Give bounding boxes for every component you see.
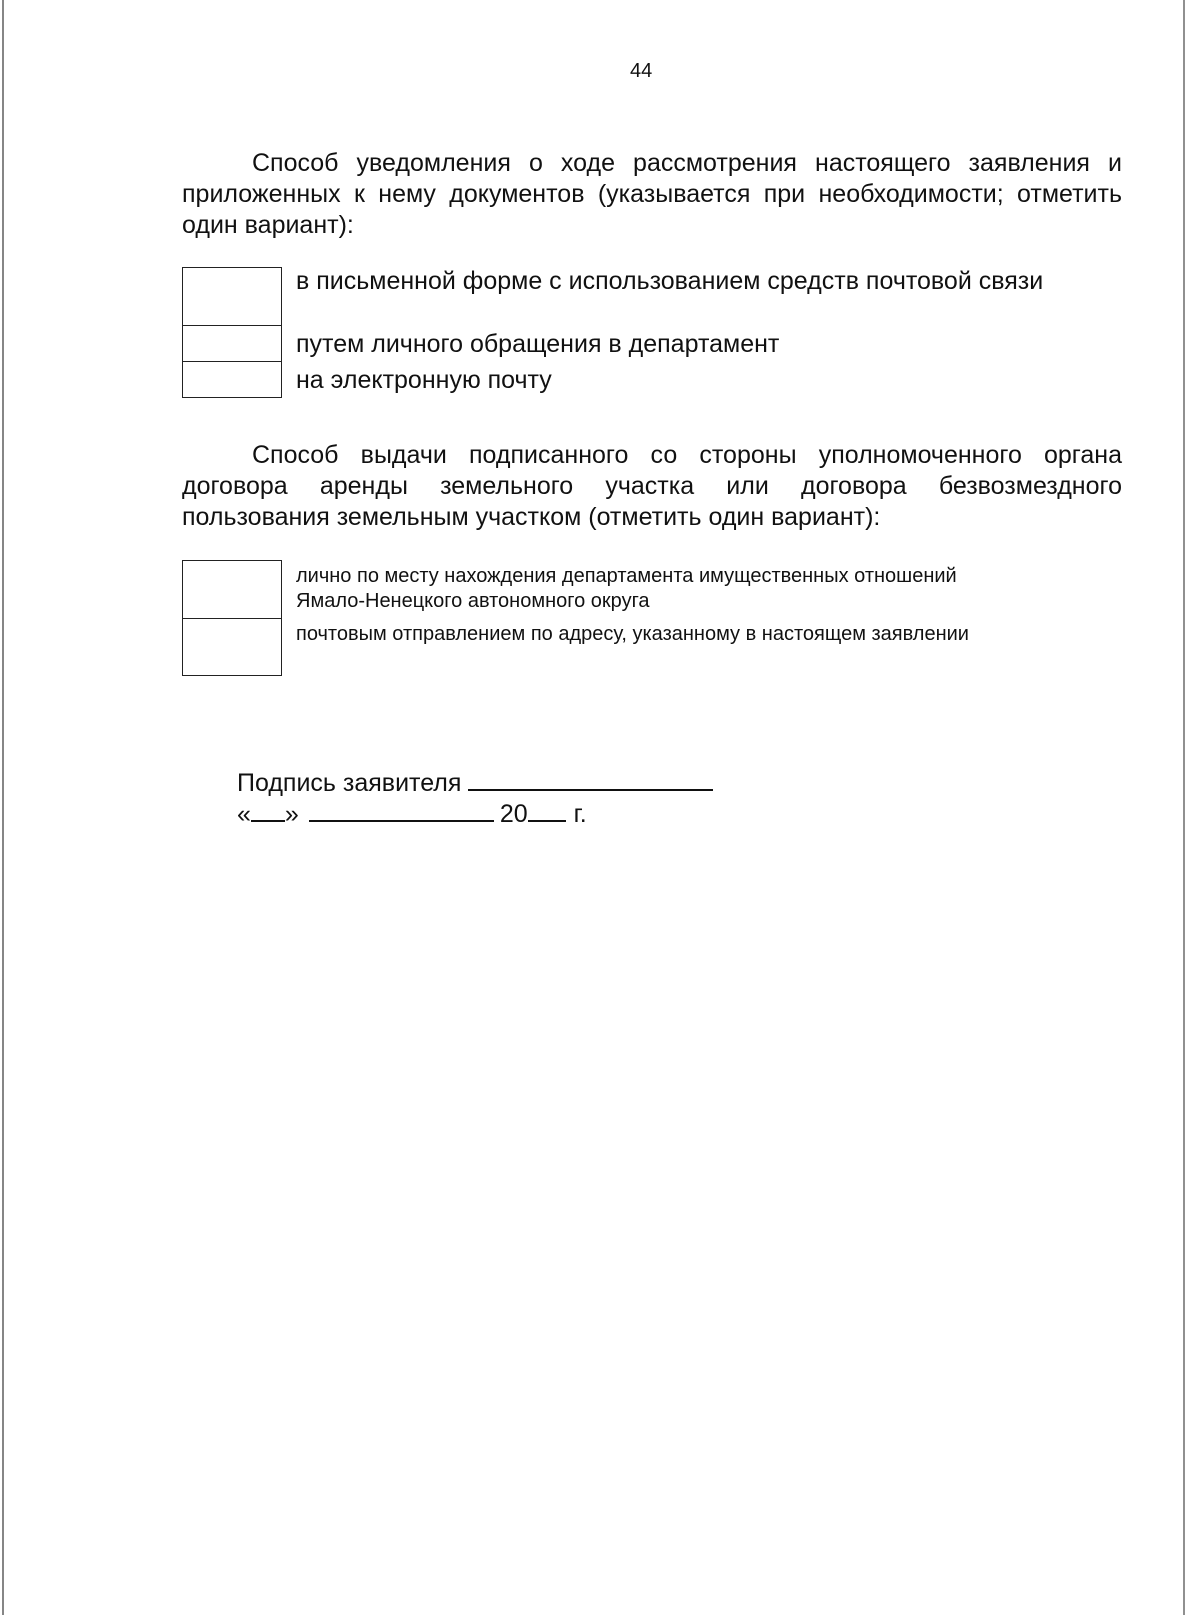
signature-field[interactable] <box>468 767 713 791</box>
checkbox-email[interactable] <box>182 361 282 398</box>
checkbox-postal-delivery[interactable] <box>182 618 282 676</box>
signature-label: Подпись заявителя <box>237 769 462 797</box>
year-prefix: 20 <box>499 800 528 828</box>
checkbox-postal[interactable] <box>182 267 282 326</box>
notification-method-paragraph: Способ уведомления о ходе рассмотрения настоящего заявления и приложенных к нему документов (указывается при необходимости; отметить один вариант): <box>182 149 1122 239</box>
date-line <box>237 798 587 830</box>
option-label-email: на электронную почту <box>296 366 552 394</box>
month-field[interactable] <box>309 798 494 822</box>
option-label-postal-delivery: почтовым отправлением по адресу, указанному в настоящем заявлении <box>296 623 969 645</box>
issuance-method-paragraph: Способ выдачи подписанного со стороны уполномоченного органа договора аренды земельного участка или договора безвозмездного пользования земельным участком (отметить один вариант): <box>182 441 1122 531</box>
date-close-quote: » <box>284 800 299 828</box>
year-suffix: г. <box>573 800 587 828</box>
signature-line <box>237 767 713 799</box>
year-field[interactable] <box>528 798 566 822</box>
option-label-postal: в письменной форме с использованием средств почтовой связи <box>296 267 1044 295</box>
checkbox-personal-visit[interactable] <box>182 325 282 362</box>
date-open-quote: « <box>237 800 251 828</box>
scan-edge-left <box>2 0 4 1615</box>
option-label-personal-visit: путем личного обращения в департамент <box>296 330 780 358</box>
day-field[interactable] <box>251 798 285 822</box>
option-label-in-person-department: лично по месту нахождения департамента имущественных отношений Ямало-Ненецкого автономного округа <box>296 565 957 612</box>
scan-edge-right <box>1183 0 1185 1615</box>
page-number: 44 <box>630 60 653 82</box>
checkbox-in-person-department[interactable] <box>182 560 282 619</box>
